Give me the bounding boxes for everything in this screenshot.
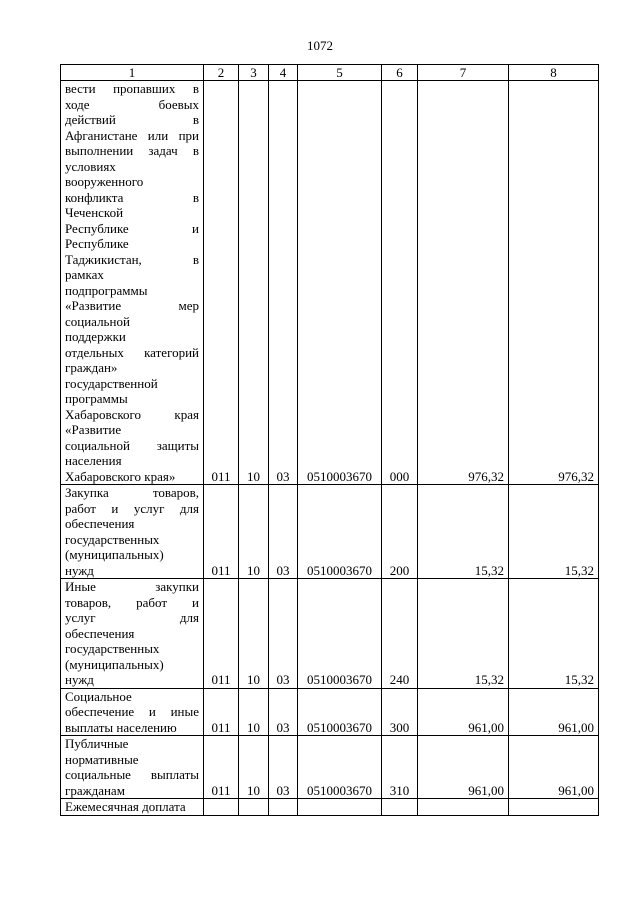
row-name-line: гражданам <box>65 782 125 798</box>
row-name-line: действий в <box>65 112 199 127</box>
row-name-line: обеспечения <box>65 516 135 531</box>
subsection-code-cell: 03 <box>269 485 298 579</box>
row-name-line: рамках <box>65 267 104 282</box>
target-article-cell: 0510003670 <box>298 688 382 736</box>
row-name-line: Ежемесячная доплата <box>65 799 186 814</box>
row-name-line: вести пропавших в <box>65 81 199 96</box>
table-row <box>61 81 599 485</box>
row-name-line: государственных <box>65 641 160 656</box>
section-code-cell: 10 <box>239 81 269 485</box>
row-name-line: социальные выплаты <box>65 767 199 782</box>
ministry-code-cell: 011 <box>204 688 239 736</box>
ministry-code-cell: 011 <box>204 579 239 689</box>
target-article-cell: 0510003670 <box>298 81 382 485</box>
row-name-line: Таджикистан, в <box>65 251 199 267</box>
ministry-code-cell <box>204 799 239 816</box>
table-row <box>61 799 599 816</box>
target-article-cell: 0510003670 <box>298 579 382 689</box>
row-name-line: государственных <box>65 531 160 547</box>
amount-cell: 15,32 <box>509 579 599 689</box>
header-cell: 8 <box>509 65 599 81</box>
row-name-line: нормативные <box>65 751 139 767</box>
row-name-line: отдельных категорий <box>65 344 199 360</box>
row-name-line: работ и услуг для <box>65 500 199 516</box>
row-name-cell <box>61 736 204 799</box>
row-name-line: условиях <box>65 158 116 174</box>
row-name-line: Чеченской <box>65 205 124 220</box>
expense-type-cell <box>382 799 418 816</box>
expense-type-cell: 000 <box>382 81 418 485</box>
row-name-cell <box>61 688 204 736</box>
row-name-cell <box>61 485 204 579</box>
ministry-code-cell: 011 <box>204 736 239 799</box>
subsection-code-cell <box>269 799 298 816</box>
table-row <box>61 579 599 689</box>
ministry-code-cell: 011 <box>204 81 239 485</box>
target-article-cell: 0510003670 <box>298 485 382 579</box>
section-code-cell: 10 <box>239 485 269 579</box>
target-article-cell: 0510003670 <box>298 736 382 799</box>
row-name-line: населения <box>65 453 122 468</box>
amount-cell: 15,32 <box>418 485 509 579</box>
row-name-line: социальной защиты <box>65 437 199 453</box>
amount-cell: 961,00 <box>509 736 599 799</box>
table-row <box>61 688 599 736</box>
amount-cell <box>509 799 599 816</box>
row-name-line: обеспечение и иные <box>65 704 199 719</box>
header-cell: 5 <box>298 65 382 81</box>
row-name-line: обеспечения <box>65 625 135 641</box>
row-name-line: Иные закупки <box>65 579 199 594</box>
page-number: 1072 <box>307 38 333 53</box>
section-code-cell: 10 <box>239 736 269 799</box>
row-name-line: услуг для <box>65 610 199 625</box>
row-name-line: социальной <box>65 313 130 329</box>
subsection-code-cell: 03 <box>269 736 298 799</box>
row-name-line: Закупка товаров, <box>65 485 199 500</box>
row-name-line: товаров, работ и <box>65 594 199 610</box>
section-code-cell <box>239 799 269 816</box>
row-name-line: Хабаровского края <box>65 406 199 422</box>
amount-cell: 15,32 <box>418 579 509 689</box>
budget-table <box>60 64 599 816</box>
row-name-line: нужд <box>65 562 94 578</box>
amount-cell: 961,00 <box>418 688 509 736</box>
amount-cell: 976,32 <box>418 81 509 485</box>
header-cell: 1 <box>61 65 204 81</box>
amount-cell <box>418 799 509 816</box>
row-name-line: (муниципальных) <box>65 656 164 672</box>
section-code-cell: 10 <box>239 579 269 689</box>
row-name-line: вооруженного <box>65 174 144 189</box>
header-cell: 2 <box>204 65 239 81</box>
expense-type-cell: 310 <box>382 736 418 799</box>
header-cell: 4 <box>269 65 298 81</box>
expense-type-cell: 240 <box>382 579 418 689</box>
row-name-cell <box>61 579 204 689</box>
row-name-line: программы <box>65 391 128 406</box>
amount-cell: 976,32 <box>509 81 599 485</box>
row-name-line: (муниципальных) <box>65 547 164 562</box>
row-name-line: «Развитие мер <box>65 298 199 313</box>
row-name-line: Социальное <box>65 688 132 704</box>
subsection-code-cell: 03 <box>269 81 298 485</box>
amount-cell: 961,00 <box>509 688 599 736</box>
amount-cell: 961,00 <box>418 736 509 799</box>
row-name-cell <box>61 799 204 816</box>
row-name-line: конфликта в <box>65 189 199 205</box>
row-name-line: Афганистане или при <box>65 127 199 143</box>
subsection-code-cell: 03 <box>269 579 298 689</box>
row-name-cell <box>61 81 204 485</box>
row-name-line: выполнении задач в <box>65 143 199 158</box>
header-cell: 3 <box>239 65 269 81</box>
table-header-row <box>61 65 599 81</box>
row-name-line: нужд <box>65 672 94 687</box>
section-code-cell: 10 <box>239 688 269 736</box>
amount-cell: 15,32 <box>509 485 599 579</box>
subsection-code-cell: 03 <box>269 688 298 736</box>
table-row <box>61 485 599 579</box>
row-name-line: государственной <box>65 375 158 391</box>
target-article-cell <box>298 799 382 816</box>
row-name-line: ходе боевых <box>65 96 199 112</box>
row-name-line: граждан» <box>65 360 118 375</box>
row-name-line: поддержки <box>65 329 126 344</box>
ministry-code-cell: 011 <box>204 485 239 579</box>
header-cell: 6 <box>382 65 418 81</box>
row-name-line: «Развитие <box>65 422 122 437</box>
expense-type-cell: 300 <box>382 688 418 736</box>
header-cell: 7 <box>418 65 509 81</box>
expense-type-cell: 200 <box>382 485 418 579</box>
row-name-line: Республике и <box>65 220 199 236</box>
table-row <box>61 736 599 799</box>
row-name-line: подпрограммы <box>65 282 148 298</box>
row-name-line: Публичные <box>65 736 129 751</box>
row-name-line: выплаты населению <box>65 719 177 735</box>
row-name-line: Хабаровского края» <box>65 468 176 484</box>
row-name-line: Республике <box>65 236 129 251</box>
